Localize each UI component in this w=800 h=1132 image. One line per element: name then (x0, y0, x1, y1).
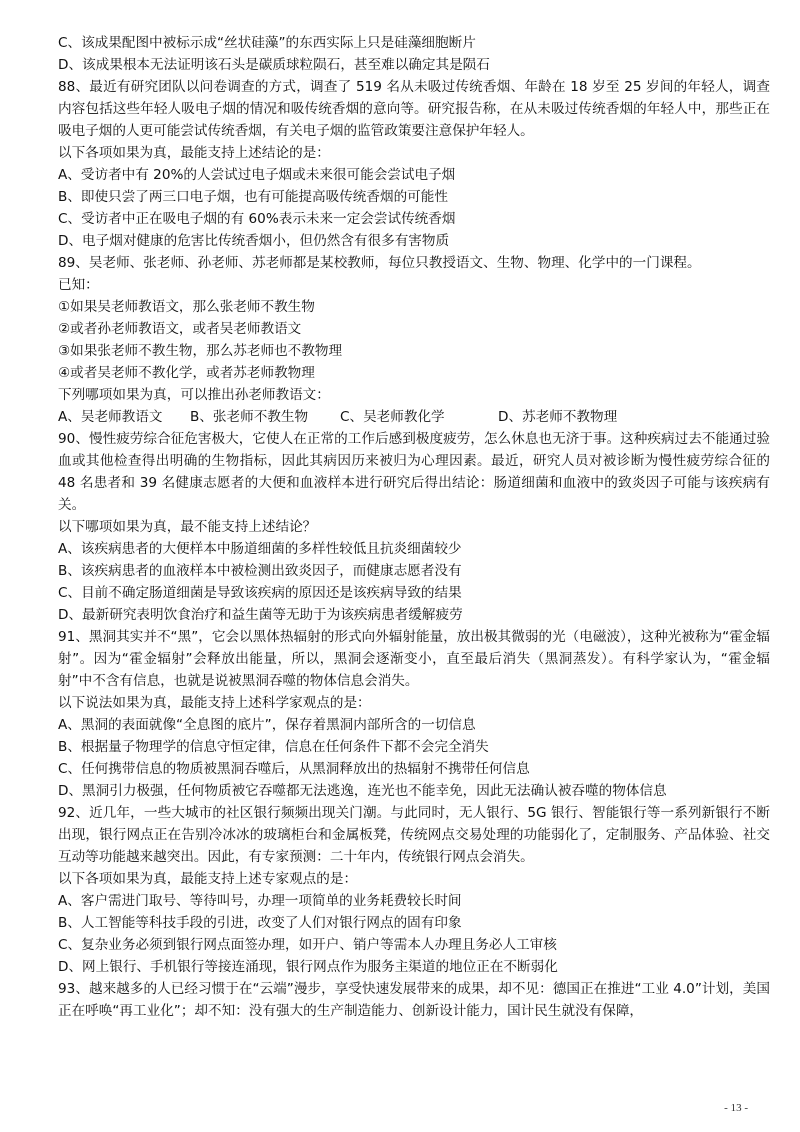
question-88-option-a: A、受访者中有 20%的人尝试过电子烟或未来很可能会尝试电子烟 (58, 167, 456, 183)
question-89-option-a: A、吴老师教语文 (58, 409, 163, 425)
question-89-known: 已知： (58, 277, 99, 293)
question-89-condition-4: ④或者吴老师不教化学，或者苏老师教物理 (58, 365, 315, 381)
question-91-option-c: C、任何携带信息的物质被黑洞吞噬后，从黑洞释放出的热辐射不携带任何信息 (58, 761, 530, 777)
question-91-stem: 91、黑洞其实并不“黑”，它会以黑体热辐射的形式向外辐射能量，放出极其微弱的光（电磁波），这种光被称为“霍金辐射”。因为“霍金辐射”会释放出能量，所以，黑洞会逐渐变小，直至最后消失（黑洞蒸发）。有科学家认为，“霍金辐射”中不含有信息，也就是说被黑洞吞噬的物体信息会消失。 (58, 629, 770, 689)
question-89-condition-1: ①如果吴老师教语文，那么张老师不教生物 (58, 299, 315, 315)
question-92-option-c: C、复杂业务必须到银行网点面签办理，如开户、销户等需本人办理且务必人工审核 (58, 937, 557, 953)
question-88-prompt: 以下各项如果为真，最能支持上述结论的是： (58, 145, 330, 161)
question-89-prompt: 下列哪项如果为真，可以推出孙老师教语文： (58, 387, 330, 403)
question-88-option-c: C、受访者中正在吸电子烟的有 60%表示未来一定会尝试传统香烟 (58, 211, 456, 227)
question-92-option-b: B、人工智能等科技手段的引进，改变了人们对银行网点的固有印象 (58, 915, 462, 931)
question-88-option-d: D、电子烟对健康的危害比传统香烟小，但仍然含有很多有害物质 (58, 233, 450, 249)
question-89-options (58, 406, 770, 428)
question-93-stem: 93、越来越多的人已经习惯于在“云端”漫步，享受快速发展带来的成果，却不见：德国正在推进“工业 4.0”计划，美国正在呼唤“再工业化”；却不知：没有强大的生产制造能力、创新设计能力，国计民生就没有保障， (58, 981, 770, 1019)
question-88-option-b: B、即使只尝了两三口电子烟，也有可能提高吸传统香烟的可能性 (58, 189, 448, 205)
question-89-condition-3: ③如果张老师不教生物，那么苏老师也不教物理 (58, 343, 343, 359)
document-body (58, 32, 770, 1022)
question-91-prompt: 以下说法如果为真，最能支持上述科学家观点的是： (58, 695, 371, 711)
question-89-option-b: B、张老师不教生物 (190, 409, 309, 425)
question-90-prompt: 以下哪项如果为真，最不能支持上述结论？ (58, 519, 317, 535)
question-92-prompt: 以下各项如果为真，最能支持上述专家观点的是： (58, 871, 358, 887)
question-89-option-d: D、苏老师不教物理 (498, 409, 618, 425)
question-91-option-b: B、根据量子物理学的信息守恒定律，信息在任何条件下都不会完全消失 (58, 739, 489, 755)
question-90-option-a: A、该疾病患者的大便样本中肠道细菌的多样性较低且抗炎细菌较少 (58, 541, 462, 557)
option-c-prev: C、该成果配图中被标示成“丝状硅藻”的东西实际上只是硅藻细胞断片 (58, 35, 476, 51)
question-88-stem: 88、最近有研究团队以问卷调查的方式，调查了 519 名从未吸过传统香烟、年龄在 18 岁至 25 岁间的年轻人，调查内容包括这些年轻人吸电子烟的情况和吸传统香烟的意向等。研究报告称，在从未吸过传统香烟的年轻人中，那些正在吸电子烟的人更可能尝试传统香烟，有关电子烟的监管政策要注意保护年轻人。 (58, 79, 770, 139)
question-91-option-d: D、黑洞引力极强，任何物质被它吞噬都无法逃逸，连光也不能幸免，因此无法确认被吞噬的物体信息 (58, 783, 667, 799)
question-92-option-a: A、客户需进门取号、等待叫号，办理一项简单的业务耗费较长时间 (58, 893, 462, 909)
question-90-option-b: B、该疾病患者的血液样本中被检测出致炎因子，而健康志愿者没有 (58, 563, 462, 579)
question-89-stem: 89、吴老师、张老师、孙老师、苏老师都是某校教师，每位只教授语文、生物、物理、化学中的一门课程。 (58, 255, 701, 271)
page-number: - 13 - (724, 1102, 748, 1114)
question-90-option-c: C、目前不确定肠道细菌是导致该疾病的原因还是该疾病导致的结果 (58, 585, 462, 601)
question-90-stem: 90、慢性疲劳综合征危害极大，它使人在正常的工作后感到极度疲劳，怎么休息也无济于事。这种疾病过去不能通过验血或其他检查得出明确的生物指标，因此其病因历来被归为心理因素。最近，研究人员对被诊断为慢性疲劳综合征的 48 名患者和 39 名健康志愿者的大便和血液样本进行研究后得出结论：肠道细菌和血液中的致炎因子可能与该疾病有关。 (58, 431, 770, 513)
question-89-condition-2: ②或者孙老师教语文，或者吴老师教语文 (58, 321, 302, 337)
question-90-option-d: D、最新研究表明饮食治疗和益生菌等无助于为该疾病患者缓解疲劳 (58, 607, 463, 623)
question-92-stem: 92、近几年，一些大城市的社区银行频频出现关门潮。与此同时，无人银行、5G 银行、智能银行等一系列新银行不断出现，银行网点正在告别冷冰冰的玻璃柜台和金属板凳，传统网点交易处理的功能弱化了，定制服务、产品体验、社交互动等功能越来越突出。因此，有专家预测：二十年内，传统银行网点会消失。 (58, 805, 770, 865)
question-92-option-d: D、网上银行、手机银行等接连涌现，银行网点作为服务主渠道的地位正在不断弱化 (58, 959, 558, 975)
question-89-option-c: C、吴老师教化学 (340, 409, 445, 425)
question-91-option-a: A、黑洞的表面就像“全息图的底片”，保存着黑洞内部所含的一切信息 (58, 717, 476, 733)
option-d-prev: D、该成果根本无法证明该石头是碳质球粒陨石，甚至难以确定其是陨石 (58, 57, 490, 73)
